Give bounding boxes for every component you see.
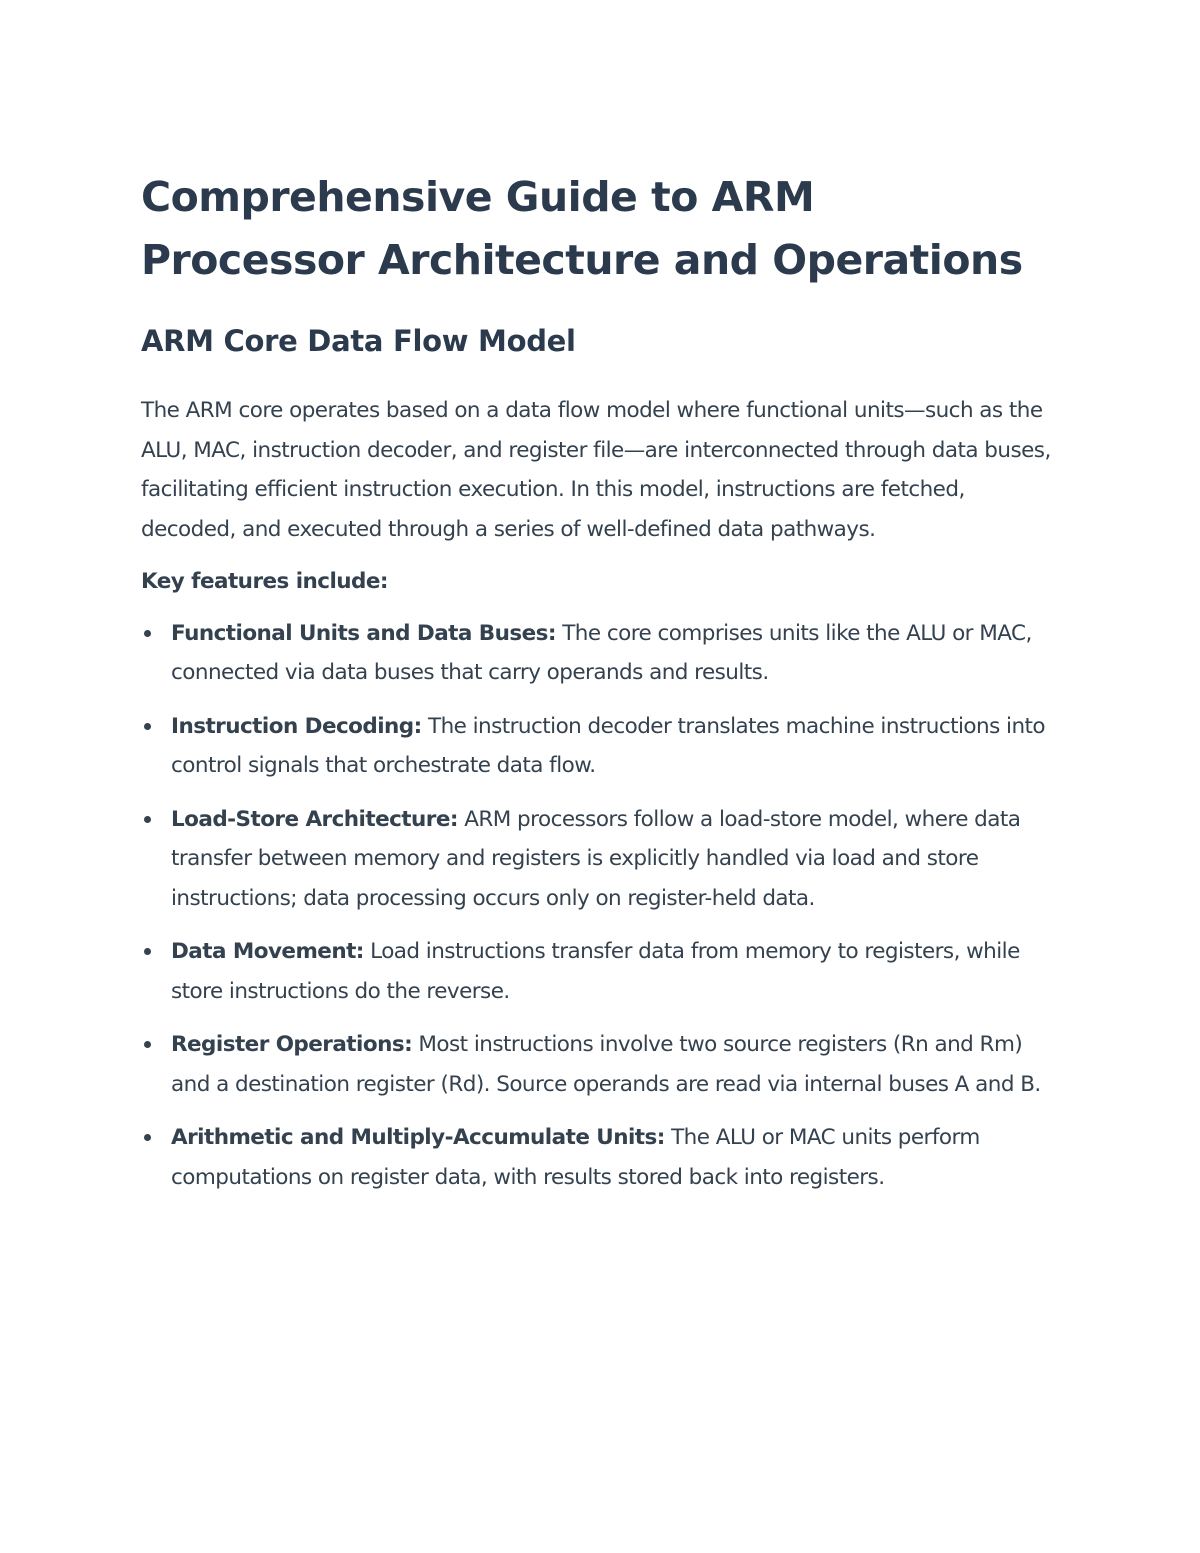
feature-item: [141, 932, 1056, 1011]
feature-list: [141, 614, 1056, 1198]
feature-item: [141, 614, 1056, 693]
bullet-icon: [144, 1134, 151, 1141]
feature-term: Load-Store Architecture:: [171, 806, 458, 832]
feature-item: [141, 800, 1056, 919]
document-page: [141, 166, 1056, 1211]
feature-description: The instruction decoder translates machine instructions into control signals that orchestrate data flow.: [171, 713, 1046, 778]
feature-item: [141, 707, 1056, 786]
feature-term: Register Operations:: [171, 1032, 413, 1057]
document-title: [141, 166, 1056, 292]
feature-term: Functional Units and Data Buses:: [171, 620, 556, 646]
section-heading: ARM Core Data Flow Model: [141, 324, 576, 358]
feature-description: The ALU or MAC units perform computations on register data, with results stored back into registers.: [171, 1125, 980, 1190]
feature-term: Instruction Decoding:: [171, 713, 422, 739]
feature-item: [141, 1025, 1056, 1104]
feature-description: Most instructions involve two source registers (Rn and Rm) and a destination register (Rd). Source operands are read via internal buses A and B.: [171, 1032, 1041, 1097]
bullet-icon: [144, 816, 151, 823]
bullet-icon: [144, 630, 151, 637]
intro-paragraph: The ARM core operates based on a data flow model where functional units—such as the ALU, MAC, instruction decoder, and register file—are interconnected through data buses, facilitating efficient instruction execution. In this model, instructions are fetched, decoded, and executed through a series of well-defined data pathways.: [141, 398, 1051, 542]
features-label: Key features include:: [141, 569, 388, 594]
feature-description: The core comprises units like the ALU or MAC, connected via data buses that carry operands and results.: [171, 620, 1032, 685]
bullet-icon: [144, 723, 151, 730]
feature-term: Data Movement:: [171, 939, 364, 964]
document-title-line-1: Comprehensive Guide to ARM: [141, 173, 815, 221]
bullet-icon: [144, 948, 151, 955]
document-title-line-2: Processor Architecture and Operations: [141, 236, 1023, 284]
feature-description: Load instructions transfer data from memory to registers, while store instructions do the reverse.: [171, 939, 1020, 1004]
bullet-icon: [144, 1041, 151, 1048]
feature-term: Arithmetic and Multiply-Accumulate Units:: [171, 1125, 665, 1150]
feature-description: ARM processors follow a load-store model, where data transfer between memory and registers is explicitly handled via load and store instructions; data processing occurs only on register-held data.: [171, 806, 1021, 911]
feature-item: [141, 1118, 1056, 1197]
